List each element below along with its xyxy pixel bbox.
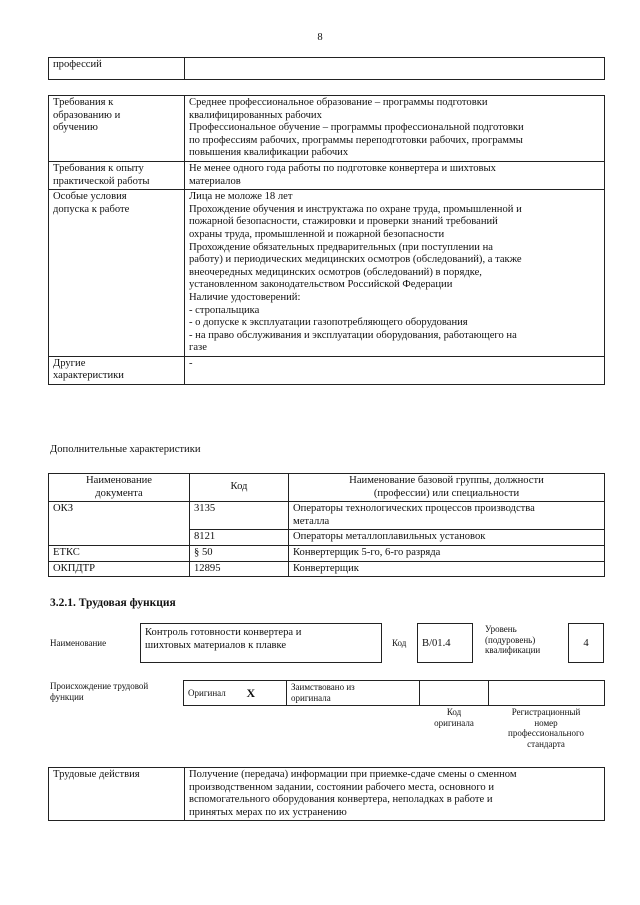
requirement-value: Не менее одного года работы по подготовке конвертера и шихтовых материалов	[185, 161, 605, 189]
requirement-row-special-conditions	[49, 190, 605, 357]
row-code: § 50	[190, 545, 289, 561]
table-row	[49, 561, 605, 577]
page-number: 8	[317, 32, 323, 43]
header-document: Наименование документа	[49, 474, 190, 502]
origin-label: Происхождение трудовой функции	[50, 681, 149, 702]
header-name: Наименование базовой группы, должности (профессии) или специальности	[289, 474, 605, 502]
row-document	[49, 530, 190, 546]
requirement-row-education	[49, 96, 605, 162]
row-document: ОКЗ	[49, 502, 190, 530]
requirement-label: Требования к опыту практической работы	[49, 161, 185, 189]
function-name-label: Наименование	[50, 638, 107, 648]
continuation-table	[48, 57, 605, 80]
continuation-label: профессий	[49, 58, 185, 80]
requirement-label: Особые условия допуска к работе	[49, 190, 185, 357]
row-code: 3135	[190, 502, 289, 530]
table-row	[49, 530, 605, 546]
original-mark: X	[243, 681, 287, 706]
function-code-label: Код	[392, 638, 407, 648]
additional-characteristics-table	[48, 473, 605, 577]
original-label: Оригинал	[184, 681, 243, 706]
requirement-value: -	[185, 356, 605, 384]
labor-actions-table	[48, 767, 605, 821]
original-code-cell	[420, 681, 489, 706]
row-name: Конвертерщик	[289, 561, 605, 577]
level-value: 4	[568, 623, 604, 663]
continuation-value	[185, 58, 605, 80]
origin-table	[183, 680, 605, 706]
requirements-table	[48, 95, 605, 385]
requirement-row-other	[49, 356, 605, 384]
table-row	[49, 545, 605, 561]
registration-number-caption: Регистрационный номер профессионального стандарта	[508, 707, 584, 749]
row-document: ЕТКС	[49, 545, 190, 561]
header-code: Код	[190, 474, 289, 502]
row-code: 8121	[190, 530, 289, 546]
row-name: Операторы металлоплавильных установок	[289, 530, 605, 546]
labor-actions-label: Трудовые действия	[49, 768, 185, 821]
row-name: Конвертерщик 5-го, 6-го разряда	[289, 545, 605, 561]
table-row	[49, 502, 605, 530]
requirement-label: Другие характеристики	[49, 356, 185, 384]
section-title: 3.2.1. Трудовая функция	[50, 597, 176, 609]
row-code: 12895	[190, 561, 289, 577]
registration-number-cell	[489, 681, 605, 706]
requirement-value: Среднее профессиональное образование – программы подготовки квалифицированных рабочих Профессиональное обучение – программы профессиональной подготовки по профессиям рабочих, программы переподготовки рабочих, программы повышения квалификации рабочих	[185, 96, 605, 162]
requirement-label: Требования к образованию и обучению	[49, 96, 185, 162]
level-label: Уровень (подуровень) квалификации	[485, 624, 541, 655]
requirement-row-experience	[49, 161, 605, 189]
row-document: ОКПДТР	[49, 561, 190, 577]
function-code-value: B/01.4	[417, 623, 473, 663]
row-name: Операторы технологических процессов производства металла	[289, 502, 605, 530]
labor-actions-value: Получение (передача) информации при приемке-сдаче смены о сменном производственном задании, состоянии рабочего места, основного и вспомогательного оборудования конвертера, неполадках в работе и принятых мерах по их устранению	[185, 768, 605, 821]
table-header-row	[49, 474, 605, 502]
function-name-box: Контроль готовности конвертера и шихтовых материалов к плавке	[140, 623, 382, 663]
original-code-caption: Код оригинала	[434, 707, 474, 728]
requirement-value: Лица не моложе 18 лет Прохождение обучения и инструктажа по охране труда, промышленной и пожарной безопасности, стажировки и проверки знаний требований охраны труда, промышленной и пожарной безопасности Прохождение обязательных предварительных (при поступлении на работу) и периодических медицинских осмотров (обследований), а также внеочередных медицинских осмотров (обследований) в порядке, установленном законодательством Российской Федерации Наличие удостоверений: - стропальщика - о допуске к эксплуатации газопотребляющего оборудования - на право обслуживания и эксплуатации оборудования, работающего на газе	[185, 190, 605, 357]
additional-characteristics-title: Дополнительные характеристики	[50, 444, 201, 455]
borrowed-label: Заимствовано из оригинала	[287, 681, 420, 706]
